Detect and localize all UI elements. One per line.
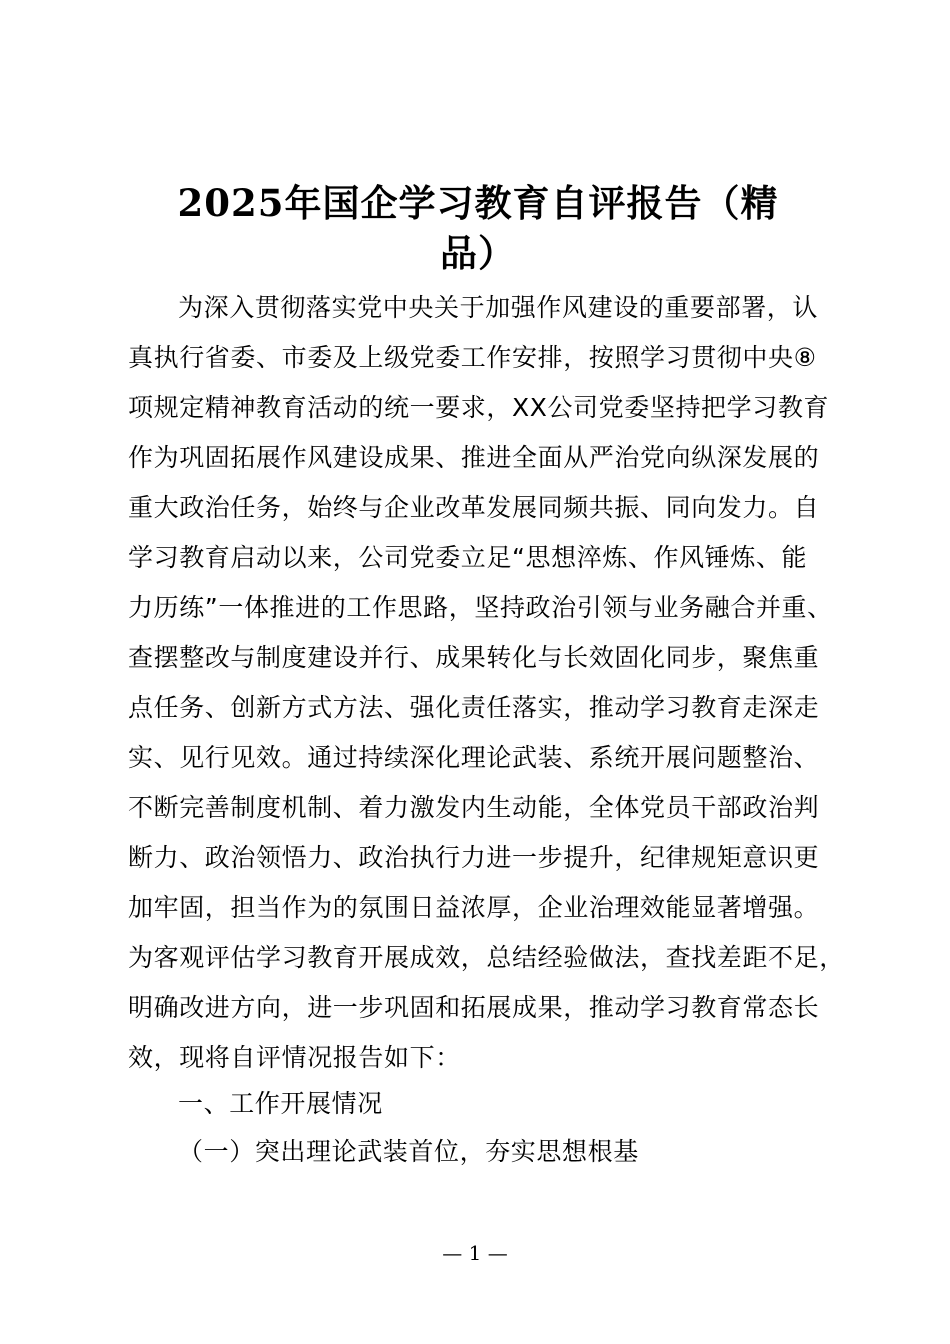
title-line-2: 品） [440, 231, 516, 275]
paragraph-line: 加牢固，担当作为的氛围日益浓厚，企业治理效能显著增强。 [128, 893, 820, 922]
title-line-1: 2025年国企学习教育自评报告（精 [177, 181, 779, 225]
paragraph-line: 为深入贯彻落实党中央关于加强作风建设的重要部署，认 [178, 293, 819, 322]
paragraph-line: 为客观评估学习教育开展成效，总结经验做法，查找差距不足， [128, 943, 845, 972]
paragraph-line: 项规定精神教育活动的统一要求，XX公司党委坚持把学习教育 [128, 393, 830, 422]
paragraph-line: 重大政治任务，始终与企业改革发展同频共振、同向发力。自 [128, 493, 820, 522]
paragraph-line: 查摆整改与制度建设并行、成果转化与长效固化同步，聚焦重 [128, 643, 820, 672]
paragraph-line: 效，现将自评情况报告如下： [128, 1043, 461, 1072]
subsection-heading: （一）突出理论武装首位，夯实思想根基 [178, 1137, 639, 1166]
paragraph-line: 明确改进方向，进一步巩固和拓展成果，推动学习教育常态长 [128, 993, 820, 1022]
paragraph-line: 不断完善制度机制、着力激发内生动能，全体党员干部政治判 [128, 793, 820, 822]
paragraph-line: 点任务、创新方式方法、强化责任落实，推动学习教育走深走 [128, 693, 820, 722]
paragraph-line: 力历练”一体推进的工作思路，坚持政治引领与业务融合并重、 [128, 593, 833, 622]
intro-paragraph [128, 283, 845, 1083]
section-heading: 一、工作开展情况 [178, 1089, 383, 1118]
paragraph-line: 学习教育启动以来，公司党委立足“思想淬炼、作风锤炼、能 [128, 543, 808, 572]
page-number: — 1 — [442, 1241, 508, 1265]
document-title [128, 178, 828, 278]
paragraph-line: 作为巩固拓展作风建设成果、推进全面从严治党向纵深发展的 [128, 443, 820, 472]
paragraph-line: 断力、政治领悟力、政治执行力进一步提升，纪律规矩意识更 [128, 843, 820, 872]
paragraph-line: 实、见行见效。通过持续深化理论武装、系统开展问题整治、 [128, 743, 820, 772]
paragraph-line: 真执行省委、市委及上级党委工作安排，按照学习贯彻中央⑧ [128, 343, 817, 372]
